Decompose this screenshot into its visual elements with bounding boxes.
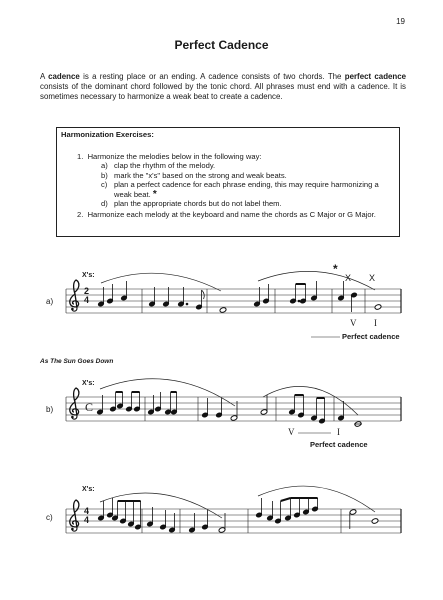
sub-label: c)	[101, 180, 108, 190]
treble-clef-icon	[70, 388, 79, 419]
staff-c	[66, 486, 401, 533]
sub-text: mark the "x's" based on the strong and weak beats.	[114, 170, 287, 180]
asterisk-icon: *	[152, 188, 157, 200]
roman-numeral-i: I	[374, 318, 377, 328]
treble-clef-icon	[70, 280, 79, 311]
page-number: 19	[396, 17, 405, 26]
sub-text: plan a perfect cadence for each phrase ending, this may require harmonizing a weak beat.	[114, 180, 379, 199]
roman-numeral-i: I	[337, 427, 340, 437]
item-number: 2.	[77, 210, 84, 219]
xs-label-a: X's:	[82, 272, 95, 279]
term-perfect-cadence: perfect cadence	[344, 72, 406, 81]
exercise-heading: Harmonization Exercises:	[61, 130, 154, 139]
intro-text: consists of the dominant chord followed by the tonic chord. All phrases must end with a cadence. It is sometimes necessary to harmonize a weak beat to create a cadence.	[40, 82, 406, 102]
time-top: 4	[84, 506, 90, 516]
treble-clef-icon	[70, 500, 79, 531]
xs-label-b: X's:	[82, 380, 95, 387]
sub-label: d)	[101, 199, 108, 209]
example-label-a: a)	[46, 297, 54, 306]
item-text: Harmonize each melody at the keyboard and name the chords as C Major or G Major.	[87, 210, 376, 219]
roman-numeral-v: V	[288, 427, 295, 437]
sub-label: a)	[101, 161, 108, 171]
intro-text: A	[40, 72, 49, 81]
cadence-label-b: Perfect cadence	[310, 440, 368, 449]
item-number: 1.	[77, 152, 84, 161]
time-bottom: 4	[84, 295, 90, 305]
example-label-b: b)	[46, 405, 54, 414]
time-signature-a	[84, 287, 89, 305]
example-label-c: c)	[46, 513, 53, 522]
sub-text: clap the rhythm of the melody.	[114, 161, 216, 171]
x-mark: X	[345, 273, 352, 283]
asterisk-icon: *	[333, 262, 338, 276]
common-time-icon: C	[85, 400, 94, 414]
time-bottom: 4	[84, 515, 90, 525]
staff-b	[66, 379, 401, 433]
page-title: Perfect Cadence	[174, 38, 269, 52]
item-text: Harmonize the melodies below in the following way:	[87, 152, 262, 161]
intro-text: is a resting place or an ending. A cadence consists of two chords. The	[79, 72, 345, 81]
song-title: As The Sun Goes Down	[40, 358, 114, 365]
roman-numeral-v: V	[350, 318, 357, 328]
sub-text: plan the appropriate chords but do not label them.	[114, 199, 282, 209]
term-cadence: cadence	[48, 72, 80, 81]
time-top: 2	[84, 286, 90, 296]
sub-label: b)	[101, 170, 108, 180]
xs-label-c: X's:	[82, 486, 95, 493]
x-mark: X	[369, 273, 376, 283]
cadence-label-a: Perfect cadence	[342, 332, 400, 341]
time-signature-c	[84, 507, 89, 525]
